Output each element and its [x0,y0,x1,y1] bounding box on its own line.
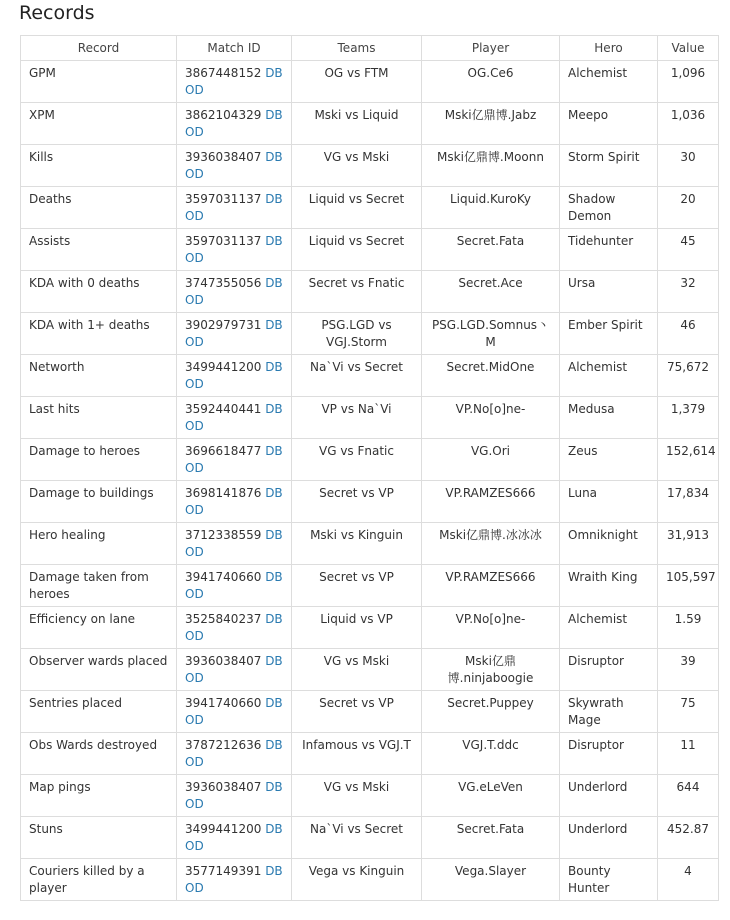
teams-cell: Secret vs VP [292,565,422,607]
record-name: KDA with 0 deaths [21,271,177,313]
match-id-cell [177,103,292,145]
table-row [21,607,719,649]
header-value: Value [658,36,719,61]
record-name: Damage taken from heroes [21,565,177,607]
record-name: XPM [21,103,177,145]
match-id-cell [177,313,292,355]
match-id: 3499441200 [185,822,262,836]
table-row [21,145,719,187]
dotabuff-link[interactable]: DB [265,486,283,500]
header-hero: Hero [560,36,658,61]
match-id: 3936038407 [185,654,262,668]
value-cell: 17,834 [658,481,719,523]
teams-cell: Liquid vs VP [292,607,422,649]
table-row [21,313,719,355]
records-table [20,35,719,901]
match-id-cell [177,607,292,649]
record-name: Kills [21,145,177,187]
value-cell: 105,597 [658,565,719,607]
teams-cell: Secret vs VP [292,481,422,523]
record-name: Obs Wards destroyed [21,733,177,775]
opendota-link[interactable]: OD [185,713,204,727]
match-id-cell [177,229,292,271]
match-id: 3867448152 [185,66,262,80]
table-row [21,271,719,313]
match-id: 3696618477 [185,444,262,458]
match-id: 3698141876 [185,486,262,500]
value-cell: 1,036 [658,103,719,145]
dotabuff-link[interactable]: DB [265,192,283,206]
player-cell: VG.eLeVen [422,775,560,817]
table-row [21,691,719,733]
dotabuff-link[interactable]: DB [265,402,283,416]
value-cell: 452.87 [658,817,719,859]
hero-cell: Zeus [560,439,658,481]
match-id-cell [177,439,292,481]
match-id: 3941740660 [185,570,262,584]
dotabuff-link[interactable]: DB [265,696,283,710]
match-id-cell [177,355,292,397]
record-name: Assists [21,229,177,271]
table-row [21,817,719,859]
dotabuff-link[interactable]: DB [265,654,283,668]
player-cell: Vega.Slayer [422,859,560,901]
hero-cell: Wraith King [560,565,658,607]
match-id: 3941740660 [185,696,262,710]
record-name: Hero healing [21,523,177,565]
dotabuff-link[interactable]: DB [265,780,283,794]
match-id-cell [177,733,292,775]
hero-cell: Bounty Hunter [560,859,658,901]
opendota-link[interactable]: OD [185,881,204,895]
match-id-cell [177,61,292,103]
record-name: Sentries placed [21,691,177,733]
hero-cell: Alchemist [560,607,658,649]
match-id-cell [177,775,292,817]
match-id: 3577149391 [185,864,262,878]
dotabuff-link[interactable]: DB [265,150,283,164]
match-id-cell [177,271,292,313]
table-row [21,355,719,397]
hero-cell: Underlord [560,775,658,817]
player-cell: Mski亿鼎博.ninjaboogie [422,649,560,691]
value-cell: 1.59 [658,607,719,649]
record-name: Observer wards placed [21,649,177,691]
table-row [21,859,719,901]
match-id: 3597031137 [185,234,262,248]
teams-cell: Mski vs Liquid [292,103,422,145]
player-cell: VP.No[o]ne- [422,397,560,439]
opendota-link[interactable]: OD [185,419,204,433]
value-cell: 11 [658,733,719,775]
record-name: Damage to buildings [21,481,177,523]
dotabuff-link[interactable]: DB [265,738,283,752]
dotabuff-link[interactable]: DB [265,822,283,836]
record-name: Damage to heroes [21,439,177,481]
table-body [21,61,719,901]
value-cell: 31,913 [658,523,719,565]
hero-cell: Disruptor [560,733,658,775]
teams-cell: VG vs Mski [292,649,422,691]
table-row [21,523,719,565]
teams-cell: Vega vs Kinguin [292,859,422,901]
header-player: Player [422,36,560,61]
hero-cell: Alchemist [560,355,658,397]
player-cell: Mski亿鼎博.Jabz [422,103,560,145]
record-name: KDA with 1+ deaths [21,313,177,355]
value-cell: 4 [658,859,719,901]
dotabuff-link[interactable]: DB [265,864,283,878]
teams-cell: VG vs Mski [292,775,422,817]
header-record: Record [21,36,177,61]
opendota-link[interactable]: OD [185,755,204,769]
opendota-link[interactable]: OD [185,629,204,643]
match-id: 3747355056 [185,276,262,290]
match-id: 3936038407 [185,780,262,794]
match-id-cell [177,145,292,187]
match-id: 3862104329 [185,108,262,122]
table-row [21,397,719,439]
teams-cell: PSG.LGD vs VGJ.Storm [292,313,422,355]
hero-cell: Underlord [560,817,658,859]
dotabuff-link[interactable]: DB [265,108,283,122]
dotabuff-link[interactable]: DB [265,66,283,80]
value-cell: 32 [658,271,719,313]
teams-cell: Liquid vs Secret [292,229,422,271]
player-cell: VP.RAMZES666 [422,565,560,607]
value-cell: 20 [658,187,719,229]
match-id-cell [177,859,292,901]
opendota-link[interactable]: OD [185,587,204,601]
table-row [21,61,719,103]
match-id-cell [177,817,292,859]
table-row [21,481,719,523]
match-id-cell [177,523,292,565]
teams-cell: VG vs Fnatic [292,439,422,481]
match-id: 3712338559 [185,528,262,542]
player-cell: Secret.MidOne [422,355,560,397]
table-row [21,229,719,271]
table-row [21,439,719,481]
value-cell: 152,614 [658,439,719,481]
dotabuff-link[interactable]: DB [265,318,283,332]
hero-cell: Tidehunter [560,229,658,271]
hero-cell: Luna [560,481,658,523]
opendota-link[interactable]: OD [185,671,204,685]
record-name: Deaths [21,187,177,229]
record-name: Map pings [21,775,177,817]
player-cell: VP.RAMZES666 [422,481,560,523]
record-name: Networth [21,355,177,397]
opendota-link[interactable]: OD [185,545,204,559]
table-header-row [21,36,719,61]
opendota-link[interactable]: OD [185,335,204,349]
match-id: 3499441200 [185,360,262,374]
match-id: 3936038407 [185,150,262,164]
match-id-cell [177,649,292,691]
hero-cell: Alchemist [560,61,658,103]
teams-cell: Liquid vs Secret [292,187,422,229]
player-cell: Mski亿鼎博.冰冰冰 [422,523,560,565]
record-name: Last hits [21,397,177,439]
player-cell: Liquid.KuroKy [422,187,560,229]
opendota-link[interactable]: OD [185,461,204,475]
match-id: 3525840237 [185,612,262,626]
dotabuff-link[interactable]: DB [265,612,283,626]
value-cell: 75,672 [658,355,719,397]
value-cell: 644 [658,775,719,817]
header-match-id: Match ID [177,36,292,61]
table-row [21,103,719,145]
hero-cell: Skywrath Mage [560,691,658,733]
match-id: 3902979731 [185,318,262,332]
table-row [21,649,719,691]
dotabuff-link[interactable]: DB [265,570,283,584]
value-cell: 1,096 [658,61,719,103]
teams-cell: Mski vs Kinguin [292,523,422,565]
match-id-cell [177,691,292,733]
opendota-link[interactable]: OD [185,167,204,181]
record-name: GPM [21,61,177,103]
dotabuff-link[interactable]: DB [265,234,283,248]
teams-cell: Na`Vi vs Secret [292,817,422,859]
player-cell: Secret.Fata [422,817,560,859]
player-cell: VP.No[o]ne- [422,607,560,649]
record-name: Couriers killed by a player [21,859,177,901]
value-cell: 30 [658,145,719,187]
value-cell: 75 [658,691,719,733]
teams-cell: Secret vs VP [292,691,422,733]
dotabuff-link[interactable]: DB [265,528,283,542]
teams-cell: Secret vs Fnatic [292,271,422,313]
teams-cell: Na`Vi vs Secret [292,355,422,397]
dotabuff-link[interactable]: DB [265,360,283,374]
player-cell: VG.Ori [422,439,560,481]
value-cell: 45 [658,229,719,271]
player-cell: Mski亿鼎博.Moonn [422,145,560,187]
player-cell: Secret.Fata [422,229,560,271]
teams-cell: Infamous vs VGJ.T [292,733,422,775]
dotabuff-link[interactable]: DB [265,444,283,458]
hero-cell: Ursa [560,271,658,313]
teams-cell: VP vs Na`Vi [292,397,422,439]
opendota-link[interactable]: OD [185,503,204,517]
opendota-link[interactable]: OD [185,251,204,265]
hero-cell: Storm Spirit [560,145,658,187]
value-cell: 39 [658,649,719,691]
header-teams: Teams [292,36,422,61]
player-cell: OG.Ce6 [422,61,560,103]
player-cell: PSG.LGD.Somnus丶M [422,313,560,355]
teams-cell: VG vs Mski [292,145,422,187]
opendota-link[interactable]: OD [185,125,204,139]
hero-cell: Shadow Demon [560,187,658,229]
hero-cell: Disruptor [560,649,658,691]
table-row [21,565,719,607]
match-id: 3597031137 [185,192,262,206]
opendota-link[interactable]: OD [185,377,204,391]
match-id: 3787212636 [185,738,262,752]
player-cell: Secret.Puppey [422,691,560,733]
table-row [21,775,719,817]
match-id-cell [177,565,292,607]
page-title: Records [19,2,95,24]
hero-cell: Omniknight [560,523,658,565]
opendota-link[interactable]: OD [185,83,204,97]
record-name: Efficiency on lane [21,607,177,649]
value-cell: 46 [658,313,719,355]
dotabuff-link[interactable]: DB [265,276,283,290]
value-cell: 1,379 [658,397,719,439]
player-cell: Secret.Ace [422,271,560,313]
hero-cell: Ember Spirit [560,313,658,355]
opendota-link[interactable]: OD [185,209,204,223]
teams-cell: OG vs FTM [292,61,422,103]
match-id-cell [177,397,292,439]
player-cell: VGJ.T.ddc [422,733,560,775]
table-row [21,733,719,775]
match-id: 3592440441 [185,402,262,416]
opendota-link[interactable]: OD [185,293,204,307]
opendota-link[interactable]: OD [185,797,204,811]
record-name: Stuns [21,817,177,859]
match-id-cell [177,481,292,523]
hero-cell: Medusa [560,397,658,439]
opendota-link[interactable]: OD [185,839,204,853]
table-row [21,187,719,229]
hero-cell: Meepo [560,103,658,145]
match-id-cell [177,187,292,229]
